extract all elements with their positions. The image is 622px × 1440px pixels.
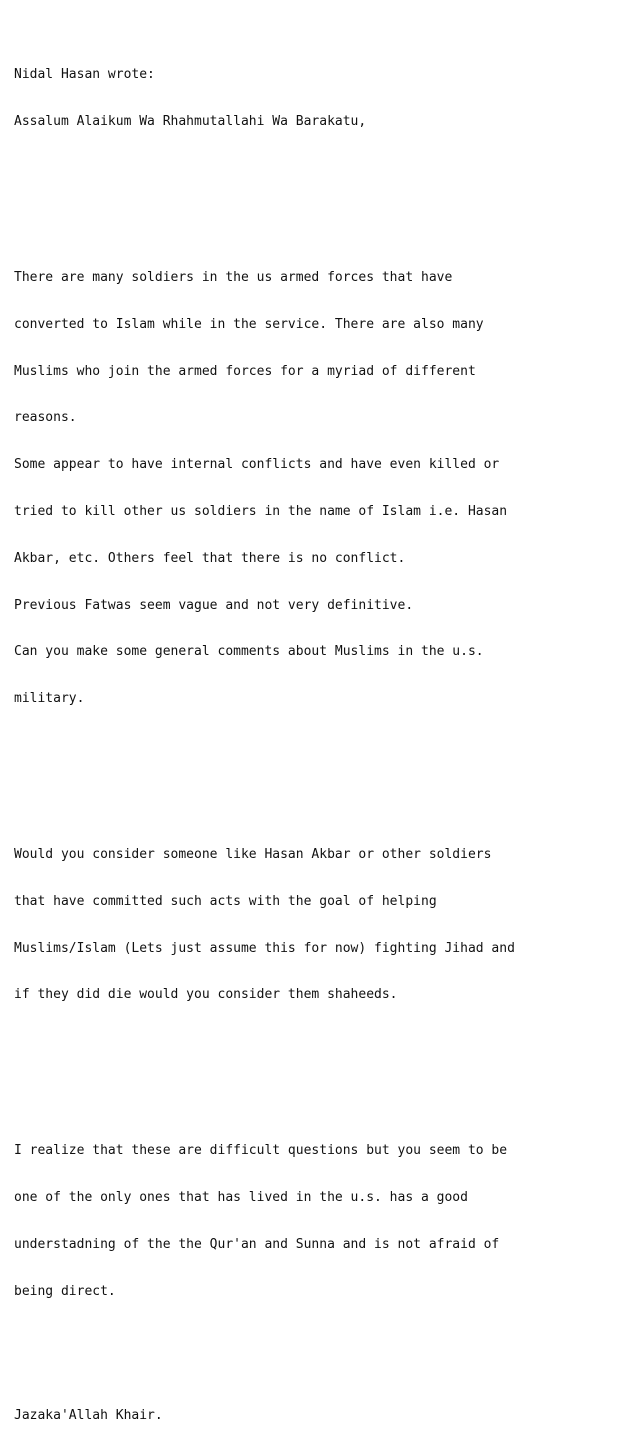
- sender-line: Nidal Hasan wrote:: [14, 67, 155, 83]
- text-line: Muslims/Islam (Lets just assume this for now) fighting Jihad and: [14, 940, 515, 956]
- text-line: Previous Fatwas seem vague and not very definitive.: [14, 597, 414, 613]
- text-line: Would you consider someone like Hasan Akbar or other soldiers: [14, 847, 492, 863]
- text-line: I realize that these are difficult questions but you seem to be: [14, 1143, 508, 1159]
- blank-line: [14, 1362, 614, 1378]
- signoff-line: Jazaka'Allah Khair.: [14, 1408, 163, 1424]
- paragraph-closing-remarks: [14, 1112, 614, 1330]
- email-header: [14, 36, 614, 161]
- text-line: military.: [14, 691, 85, 707]
- blank-line: [14, 192, 614, 208]
- text-line: Akbar, etc. Others feel that there is no conflict.: [14, 550, 406, 566]
- text-line: converted to Islam while in the service. There are also many: [14, 316, 484, 332]
- greeting-line: Assalum Alaikum Wa Rhahmutallahi Wa Barakatu,: [14, 114, 367, 130]
- blank-line: [14, 1065, 614, 1081]
- text-line: being direct.: [14, 1283, 116, 1299]
- text-line: understadning of the the Qur'an and Sunna and is not afraid of: [14, 1236, 500, 1252]
- text-line: Muslims who join the armed forces for a myriad of different: [14, 363, 476, 379]
- email-document: [14, 5, 614, 1440]
- text-line: if they did die would you consider them shaheeds.: [14, 987, 398, 1003]
- text-line: that have committed such acts with the goal of helping: [14, 893, 437, 909]
- paragraph-question: [14, 816, 614, 1034]
- paragraph-soldiers-converted: [14, 239, 614, 738]
- blank-line: [14, 769, 614, 785]
- text-line: Some appear to have internal conflicts and have even killed or: [14, 457, 500, 473]
- text-line: tried to kill other us soldiers in the name of Islam i.e. Hasan: [14, 504, 508, 519]
- text-line: one of the only ones that has lived in the u.s. has a good: [14, 1190, 468, 1206]
- text-line: reasons.: [14, 410, 77, 426]
- text-line: Can you make some general comments about Muslims in the u.s.: [14, 644, 484, 660]
- text-line: There are many soldiers in the us armed forces that have: [14, 270, 453, 286]
